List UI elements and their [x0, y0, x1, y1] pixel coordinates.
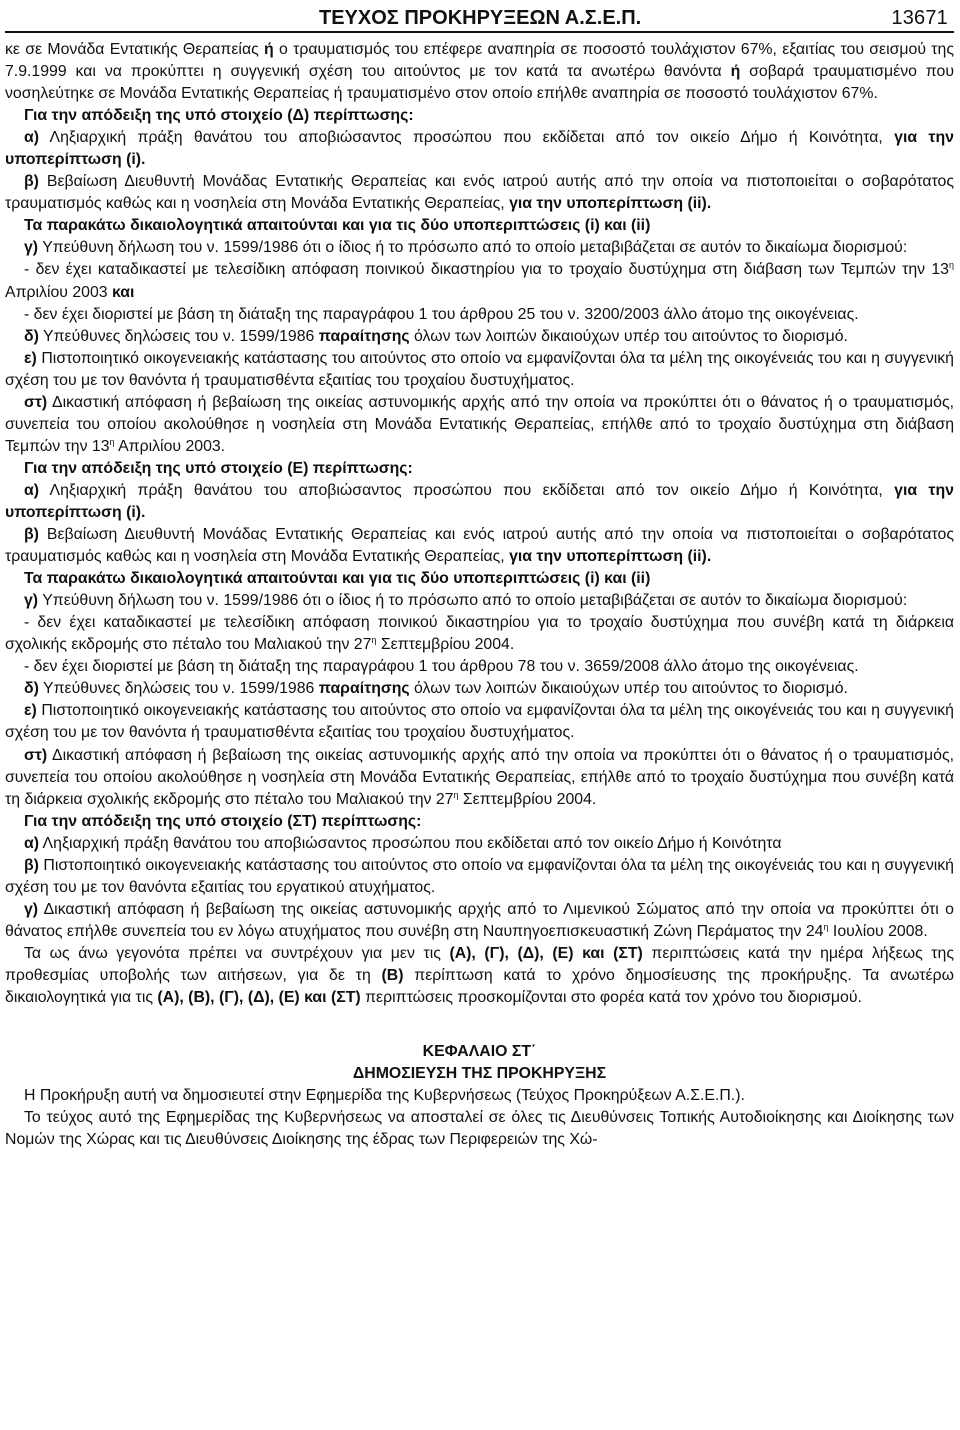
paragraph	[5, 656, 954, 678]
bold-text: δ)	[24, 680, 39, 698]
bold-text: β)	[24, 856, 39, 874]
paragraph	[5, 326, 954, 348]
text-run: Βεβαίωση Διευθυντή Μονάδας Εντατικής Θεραπείας και ενός ιατρού αυτής από την οποία να πιστοποιείται ο σοβαρότατος τραυματισμός καθώς και η νοσηλεία στη Μονάδα Εντατικής Θεραπείας,	[5, 173, 954, 213]
paragraph	[5, 943, 954, 1009]
journal-title: ΤΕΥΧΟΣ ΠΡΟΚΗΡΥΞΕΩΝ Α.Σ.Ε.Π.	[319, 7, 642, 29]
closing-text	[5, 1085, 954, 1151]
running-header	[5, 0, 954, 33]
text-run: Πιστοποιητικό οικογενειακής κατάστασης του αιτούντος στο οποίο να εμφανίζονται όλα τα μέλη της οικογένειάς του και η συγγενική σχέση του με τον θανόντα εξαιτίας του εργατικού ατυχήματος.	[5, 856, 954, 896]
text-run: περιπτώσεις προσκομίζονται στο φορέα κατά τον χρόνο του διορισμού.	[360, 989, 862, 1007]
paragraph	[5, 105, 954, 127]
paragraph	[5, 700, 954, 744]
text-run: - δεν έχει καταδικαστεί με τελεσίδικη απόφαση ποινικού δικαστηρίου για το τροχαίο δυστύχημα που συνέβη κατά τη διάρκεια σχολικής εκδρομής στο πέταλο του Μαλιακού την 27	[5, 614, 954, 654]
text-run: Τα ως άνω γεγονότα πρέπει να συντρέχουν για μεν τις	[24, 944, 450, 962]
text-run: Ληξιαρχική πράξη θανάτου του αποβιώσαντος προσώπου που εκδίδεται από τον οικείο Δήμο ή Κοινότητα,	[39, 129, 895, 147]
bold-text: (Α), (Γ), (Δ), (Ε) και (ΣΤ)	[449, 944, 643, 962]
paragraph	[5, 392, 954, 458]
bold-text: παραίτησης	[318, 680, 410, 698]
paragraph	[5, 304, 954, 326]
text-run: - δεν έχει διοριστεί με βάση τη διάταξη της παραγράφου 1 του άρθρου 25 του ν. 3200/2003 άλλο άτομο της οικογένειας.	[24, 305, 859, 323]
superscript-text: η	[948, 260, 954, 271]
bold-text: ε)	[24, 702, 37, 720]
document-body	[5, 33, 954, 1151]
paragraph	[5, 39, 954, 105]
paragraph	[5, 348, 954, 392]
bold-text: για την υποπερίπτωση (ii).	[509, 548, 712, 566]
bold-text: α)	[24, 834, 40, 852]
text-run: Το τεύχος αυτό της Εφημερίδας της Κυβερνήσεως να αποσταλεί σε όλες τις Διευθύνσεις Τοπικής Αυτοδιοίκησης και Διοίκησης των Νομών της Χώρας και τις Διευθύνσεις Διοίκησης της έδρας των Περιφερειών της Χώ-	[5, 1109, 954, 1149]
text-run: Δικαστική απόφαση ή βεβαίωση της οικείας αστυνομικής αρχής από το Λιμενικού Σώματος από την οποία να προκύπτει ότι ο θάνατος επήλθε συνεπεία του εν λόγω ατυχήματος που συνέβη στη Ναυπηγοεπισκευαστική Ζώνη Περάματος την 24	[5, 900, 954, 940]
bold-text: β)	[24, 526, 39, 544]
bold-text: (Α), (Β), (Γ), (Δ), (Ε) και (ΣΤ)	[157, 989, 361, 1007]
bold-text: παραίτησης	[318, 327, 410, 345]
text-run: Υπεύθυνες δηλώσεις του ν. 1599/1986	[38, 680, 319, 698]
text-run: Υπεύθυνη δήλωση του ν. 1599/1986 ότι ο ίδιος ή το πρόσωπο από το οποίο μεταβιβάζεται σε αυτόν το δικαίωμα διορισμού:	[38, 592, 908, 610]
text-run: Σεπτεμβρίου 2004.	[458, 790, 597, 808]
text-run: όλων των λοιπών δικαιούχων υπέρ του αιτούντος το διορισμό.	[409, 327, 848, 345]
paragraph	[5, 215, 954, 237]
paragraph	[5, 568, 954, 590]
paragraph	[5, 1107, 954, 1151]
text-run: Ληξιαρχική πράξη θανάτου του αποβιώσαντος προσώπου που εκδίδεται από τον οικείο Δήμο ή Κοινότητα,	[39, 481, 895, 499]
text-run: Βεβαίωση Διευθυντή Μονάδας Εντατικής Θεραπείας και ενός ιατρού αυτής από την οποία να πιστοποιείται ο σοβαρότατος τραυματισμός καθώς και η νοσηλεία στη Μονάδα Εντατικής Θεραπείας,	[5, 526, 954, 566]
superscript-text: η	[453, 789, 459, 800]
paragraph	[5, 855, 954, 899]
text-run: Δικαστική απόφαση ή βεβαίωση της οικείας αστυνομικής αρχής από την οποία να προκύπτει ότι ο θάνατος ή ο τραυματισμός, συνεπεία του οποίου ακολούθησε η νοσηλεία στη Μονάδα Εντατικής Θεραπείας, επήλθε από το τροχαίο δυστύχημα στη διάβαση Τεμπών την 13	[5, 393, 954, 455]
superscript-text: η	[823, 921, 829, 932]
text-run: Σεπτεμβρίου 2004.	[376, 636, 515, 654]
bold-text: γ)	[24, 239, 39, 257]
bold-text: δ)	[24, 327, 39, 345]
paragraph	[5, 524, 954, 568]
superscript-text: η	[371, 635, 377, 646]
paragraph	[5, 590, 954, 612]
chapter-heading	[5, 1041, 954, 1085]
text-run: ο τραυματισμός του επέφερε αναπηρία σε ποσοστό τουλάχιστον 67%, εξαιτίας του σεισμού της 7.9.1999 και να προκύπτει η συγγενική σχέση του αιτούντος με τον κατά τα ανωτέρω θανόντα	[5, 41, 954, 81]
paragraph	[5, 678, 954, 700]
paragraph	[5, 171, 954, 215]
bold-text: α)	[24, 481, 40, 499]
paragraph	[5, 745, 954, 811]
bold-text: γ)	[24, 592, 39, 610]
bold-text: Τα παρακάτω δικαιολογητικά απαιτούνται και για τις δύο υποπεριπτώσεις (i) και (ii)	[24, 570, 651, 588]
text-run: σοβαρά τραυματισμένο που νοσηλεύτηκε σε Μονάδα Εντατικής Θεραπείας ή τραυματισμένο στον οποίο επήλθε αναπηρία σε ποσοστό τουλάχιστον 67%.	[5, 63, 954, 103]
text-run: Η Προκήρυξη αυτή να δημοσιευτεί στην Εφημερίδα της Κυβερνήσεως (Τεύχος Προκηρύξεων Α.Σ.Ε.Π.).	[24, 1087, 745, 1105]
paragraph	[5, 1085, 954, 1107]
bold-text: στ)	[24, 393, 48, 411]
text-run: Πιστοποιητικό οικογενειακής κατάστασης του αιτούντος στο οποίο να εμφανίζονται όλα τα μέλη της οικογένειάς του και η συγγενική σχέση του με τον θανόντα ή τραυματισθέντα εξαιτίας του τροχαίου δυστυχήματος.	[5, 702, 954, 742]
bold-text: Για την απόδειξη της υπό στοιχείο (ΣΤ) περίπτωσης:	[24, 812, 422, 830]
text-run: Υπεύθυνες δηλώσεις του ν. 1599/1986	[38, 327, 319, 345]
text-run: όλων των λοιπών δικαιούχων υπέρ του αιτούντος το διορισμό.	[409, 680, 848, 698]
paragraph	[5, 899, 954, 943]
bold-text: ή	[264, 41, 274, 58]
bold-text: για την υποπερίπτωση (i).	[5, 481, 954, 521]
bold-text: Για την απόδειξη της υπό στοιχείο (Δ) περίπτωσης:	[24, 107, 414, 125]
bold-text: α)	[24, 129, 40, 147]
bold-text: για την υποπερίπτωση (i).	[5, 129, 954, 169]
text-run: - δεν έχει διοριστεί με βάση τη διάταξη της παραγράφου 1 του άρθρου 78 του ν. 3659/2008 άλλο άτομο της οικογένειας.	[24, 658, 859, 676]
paragraph	[5, 833, 954, 855]
paragraph	[5, 127, 954, 171]
page-number: 13671	[891, 7, 948, 29]
paragraph	[5, 480, 954, 524]
bold-text: ή	[730, 63, 741, 81]
text-run: περίπτωση κατά το χρόνο δημοσίευσης της προκήρυξης. Τα ανωτέρω δικαιολογητικά για τις	[5, 966, 954, 1007]
text-run: κε σε Μονάδα Εντατικής Θεραπείας	[5, 41, 265, 58]
bold-text: Για την απόδειξη της υπό στοιχείο (Ε) περίπτωσης:	[24, 459, 413, 477]
chapter-subtitle: ΔΗΜΟΣΙΕΥΣΗ ΤΗΣ ΠΡΟΚΗΡΥΞΗΣ	[352, 1065, 607, 1083]
text-run: Απριλίου 2003	[5, 283, 112, 301]
paragraph	[5, 259, 954, 303]
text-run: - δεν έχει καταδικαστεί με τελεσίδικη απόφαση ποινικού δικαστηρίου για το τροχαίο δυστύχημα στη διάβαση των Τεμπών την 13	[24, 261, 949, 279]
text-run: Πιστοποιητικό οικογενειακής κατάστασης του αιτούντος στο οποίο να εμφανίζονται όλα τα μέλη της οικογένειάς του και η συγγενική σχέση του με τον θανόντα ή τραυματισθέντα εξαιτίας του τροχαίου δυστυχήματος.	[5, 349, 954, 389]
bold-text: και	[112, 283, 135, 301]
text-run: Ιουλίου 2008.	[828, 922, 928, 940]
chapter-title: ΚΕΦΑΛΑΙΟ ΣΤ΄	[422, 1043, 537, 1061]
bold-text: για την υποπερίπτωση (ii).	[509, 195, 712, 213]
text-run: Ληξιαρχική πράξη θανάτου του αποβιώσαντος προσώπου που εκδίδεται από τον οικείο Δήμο ή Κοινότητα	[39, 834, 782, 852]
text-run: Υπεύθυνη δήλωση του ν. 1599/1986 ότι ο ίδιος ή το πρόσωπο από το οποίο μεταβιβάζεται σε αυτόν το δικαίωμα διορισμού:	[38, 239, 908, 257]
paragraph	[5, 811, 954, 833]
main-text	[5, 39, 954, 1009]
text-run: περιπτώσεις κατά την ημέρα λήξεως της προθεσμίας υποβολής των αιτήσεων, για δε τη	[5, 944, 954, 984]
paragraph	[5, 612, 954, 656]
bold-text: ε)	[24, 349, 37, 367]
bold-text: β)	[24, 173, 39, 191]
paragraph	[5, 237, 954, 259]
paragraph	[5, 458, 954, 480]
bold-text: γ)	[24, 900, 39, 918]
bold-text: στ)	[24, 746, 48, 764]
superscript-text: η	[109, 436, 115, 447]
text-run: Απριλίου 2003.	[114, 437, 226, 455]
text-run: Δικαστική απόφαση ή βεβαίωση της οικείας αστυνομικής αρχής από την οποία να προκύπτει ότι ο θάνατος ή ο τραυματισμός, συνεπεία του οποίου ακολούθησε η νοσηλεία στη Μονάδα Εντατικής Θεραπείας, επήλθε από το τροχαίο δυστύχημα που συνέβη κατά τη διάρκεια σχολικής εκδρομής στο πέταλο του Μαλιακού την 27	[5, 746, 954, 808]
bold-text: (Β)	[381, 966, 404, 984]
bold-text: Τα παρακάτω δικαιολογητικά απαιτούνται και για τις δύο υποπεριπτώσεις (i) και (ii)	[24, 217, 651, 235]
